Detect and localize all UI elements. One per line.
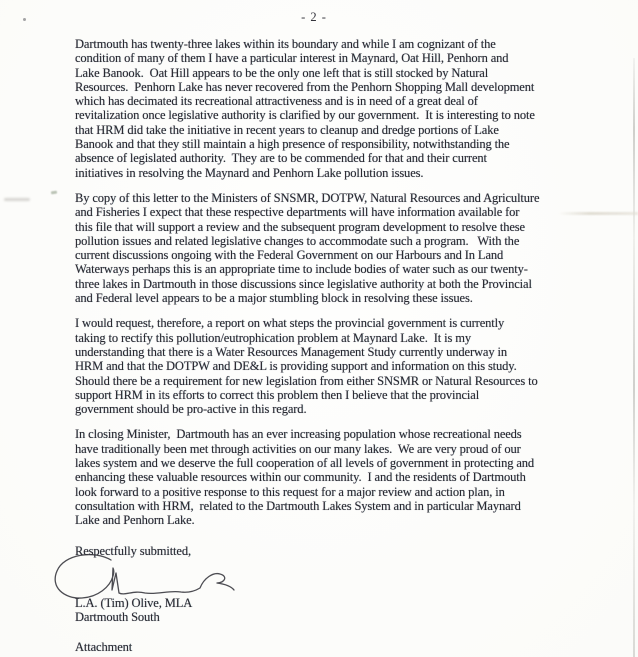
paper-edge-line [633,58,635,657]
signer-title: Dartmouth South [75,609,160,624]
text-line: and Federal level appears to be a major stumbling block in resolving these issues. [75,291,473,306]
text-line: this file that will support a review and the subsequent program development to resolve these [75,219,525,234]
text-line: condition of many of them I have a particular interest in Maynard, Oat Hill, Penhorn and [75,51,509,66]
text-line: In closing Minister, Dartmouth has an ever increasing population whose recreational needs [75,427,522,442]
text-line: understanding that there is a Water Resources Management Study currently underway in [75,344,507,359]
attachment-label: Attachment [75,640,133,655]
paragraph [75,37,539,180]
signer-name: L.A. (Tim) Olive, MLA [75,595,193,610]
scan-smudge-artifact [4,198,30,201]
text-line: taking to rectify this pollution/eutrophication problem at Maynard Lake. It is my [75,330,471,345]
text-line: and Fisheries I expect that these respective departments will have information available for [75,205,520,220]
scan-tick-artifact [51,191,57,195]
paper-crease [558,212,638,215]
text-line: Banook and that they still maintain a high presence of responsibility, notwithstanding the [75,137,510,152]
text-line: government should be pro-active in this regard. [75,402,307,417]
text-line: absence of legislated authority. They are to be commended for that and their current [75,151,487,166]
text-line: enhancing these valuable resources within our community. I and the residents of Dartmouth [75,470,526,485]
page-number: - 2 - [301,10,327,24]
attachment-block [75,640,539,654]
closing-line: Respectfully submitted, [75,543,191,558]
scan-dot-artifact [23,18,26,21]
text-line: initiatives in resolving the Maynard and Penhorn Lake pollution issues. [75,165,424,180]
text-line: Waterways perhaps this is an appropriate time to include bodies of water such as our twenty- [75,262,528,277]
text-line: HRM and that the DOTPW and DE&L is providing support and information on this study. [75,359,517,374]
text-line: that HRM did take the initiative in recent years to cleanup and dredge portions of Lake [75,122,499,137]
text-line: Resources. Penhorn Lake has never recovered from the Penhorn Shopping Mall development [75,79,535,94]
paragraph [75,427,539,527]
paragraph [75,191,539,305]
text-line: revitalization once legislative authority is clarified by our government. It is interesting to note [75,108,535,123]
text-line: pollution issues and related legislative changes to accommodate such a program. With the [75,233,520,248]
closing-block [75,544,539,558]
text-line: Should there be a requirement for new legislation from either SNSMR or Natural Resources to [75,373,538,388]
text-line: lakes system and we deserve the full cooperation of all levels of government in protecting and [75,456,535,471]
text-line: support HRM in its efforts to correct this problem then I believe that the provincial [75,387,480,402]
text-line: I would request, therefore, a report on what steps the provincial government is currently [75,316,505,331]
text-line: Lake and Penhorn Lake. [75,513,195,528]
text-line: Dartmouth has twenty-three lakes within its boundary and while I am cognizant of the [75,37,496,51]
paragraph [75,316,539,416]
text-line: have traditionally been met through activities on our many lakes. We are very proud of our [75,441,521,456]
text-line: Lake Banook. Oat Hill appears to be the only one left that is still stocked by Natural [75,65,489,80]
text-line: consultation with HRM, related to the Dartmouth Lakes System and in particular Maynard [75,498,521,513]
text-line: By copy of this letter to the Ministers of SNSMR, DOTPW, Natural Resources and Agriculture [75,190,540,205]
text-line: current discussions ongoing with the Federal Government on our Harbours and In Land [75,248,504,263]
signature-block [75,558,539,610]
letter-paragraphs [75,37,539,528]
text-line: three lakes in Dartmouth in those discussions since legislative authority at both the Provincial [75,276,532,291]
letter-body [75,37,539,654]
text-line: look forward to a positive response to this request for a major review and action plan, in [75,484,505,499]
text-line: which has decimated its recreational attractiveness and is in need of a great deal of [75,94,478,109]
